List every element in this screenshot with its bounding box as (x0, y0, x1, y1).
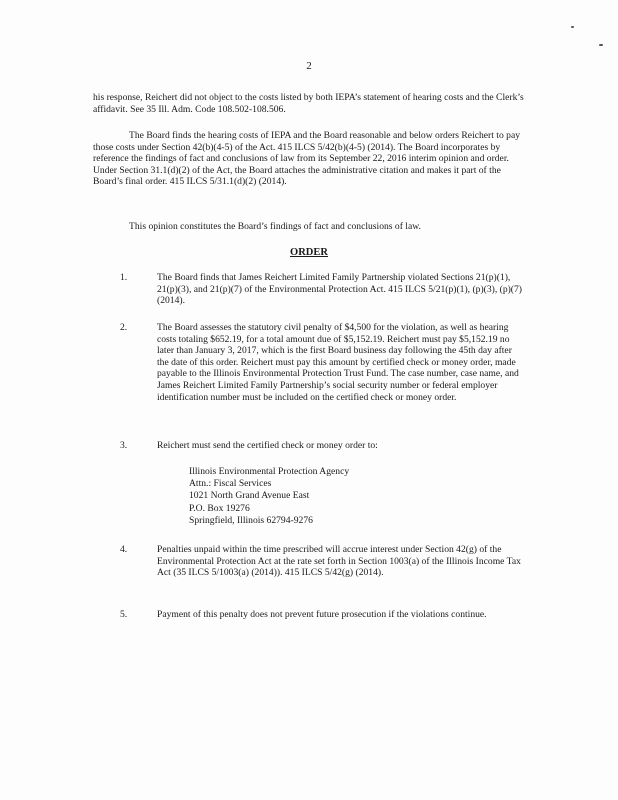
address-line-po-box: P.O. Box 19276 (189, 502, 250, 514)
order-item-text: Payment of this penalty does not prevent future prosecution if the violations continue. (157, 609, 487, 620)
address-line-attention: Attn.: Fiscal Services (189, 478, 272, 490)
scan-speck (599, 44, 603, 46)
scan-speck (571, 26, 574, 28)
paragraph-costs-objection: his response, Reichert did not object to the costs listed by both IEPA’s statement of hearing costs and the Clerk’s affidavit. See 35 Ill. Adm. Code 108.502-108.506. (93, 92, 524, 115)
address-line-city: Springfield, Illinois 62794-9276 (189, 514, 313, 526)
order-item-number: 3. (120, 440, 128, 451)
address-line-agency: Illinois Environmental Protection Agency (189, 466, 350, 477)
order-item-text: Penalties unpaid within the time prescribed will accrue interest under Section 42(g) of the Environmental Protection Act at the rate set forth in Section 1003(a) of the Illinois Income Tax Act (35 ILCS 5/1003(a) (2014)). 415 ILCS 5/42(g) (2014). (157, 544, 521, 579)
order-item-text: The Board assesses the statutory civil penalty of $4,500 for the violation, as well as hearing costs totaling $652.19, for a total amount due of $5,152.19. Reichert must pay $5,152.19 no later than January 3, 2017, which is the first Board business day following the 45th day after the date of this order. Reichert must pay this amount by certified check or money order, made payable to the Illinois Environmental Protection Trust Fund. The case number, case name, and James Reichert Limited Family Partnership’s social security number or federal employer identification number must be included on the certified check or money order. (157, 322, 519, 403)
mailing-address (189, 466, 449, 527)
order-item-text: Reichert must send the certified check or money order to: (157, 440, 378, 451)
address-line-street: 1021 North Grand Avenue East (189, 490, 310, 502)
order-heading: ORDER (290, 247, 328, 258)
paragraph-findings-statement: This opinion constitutes the Board’s findings of fact and conclusions of law. (129, 221, 421, 232)
order-item-text: The Board finds that James Reichert Limited Family Partnership violated Sections 21(p)(1), 21(p)(3), and 21(p)(7) of the Environmental Protection Act. 415 ILCS 5/21(p)(1), (p)(3), (p)(7) (2014). (157, 272, 522, 307)
order-item-number: 4. (120, 544, 128, 555)
order-item-number: 5. (120, 609, 128, 620)
page-number: 2 (306, 60, 312, 72)
paragraph-hearing-costs: The Board finds the hearing costs of IEPA and the Board reasonable and below orders Reichert to pay those costs under Section 42(b)(4-5) of the Act. 415 ILCS 5/42(b)(4-5) (2014). The Board incorporates by reference the findings of fact and conclusions of law from its September 22, 2016 interim opinion and order. Under Section 31.1(d)(2) of the Act, the Board attaches the administrative citation and makes it part of the Board’s final order. 415 ILCS 5/31.1(d)(2) (2014). (93, 130, 521, 188)
order-item-number: 1. (120, 272, 128, 283)
order-item-number: 2. (120, 322, 128, 333)
